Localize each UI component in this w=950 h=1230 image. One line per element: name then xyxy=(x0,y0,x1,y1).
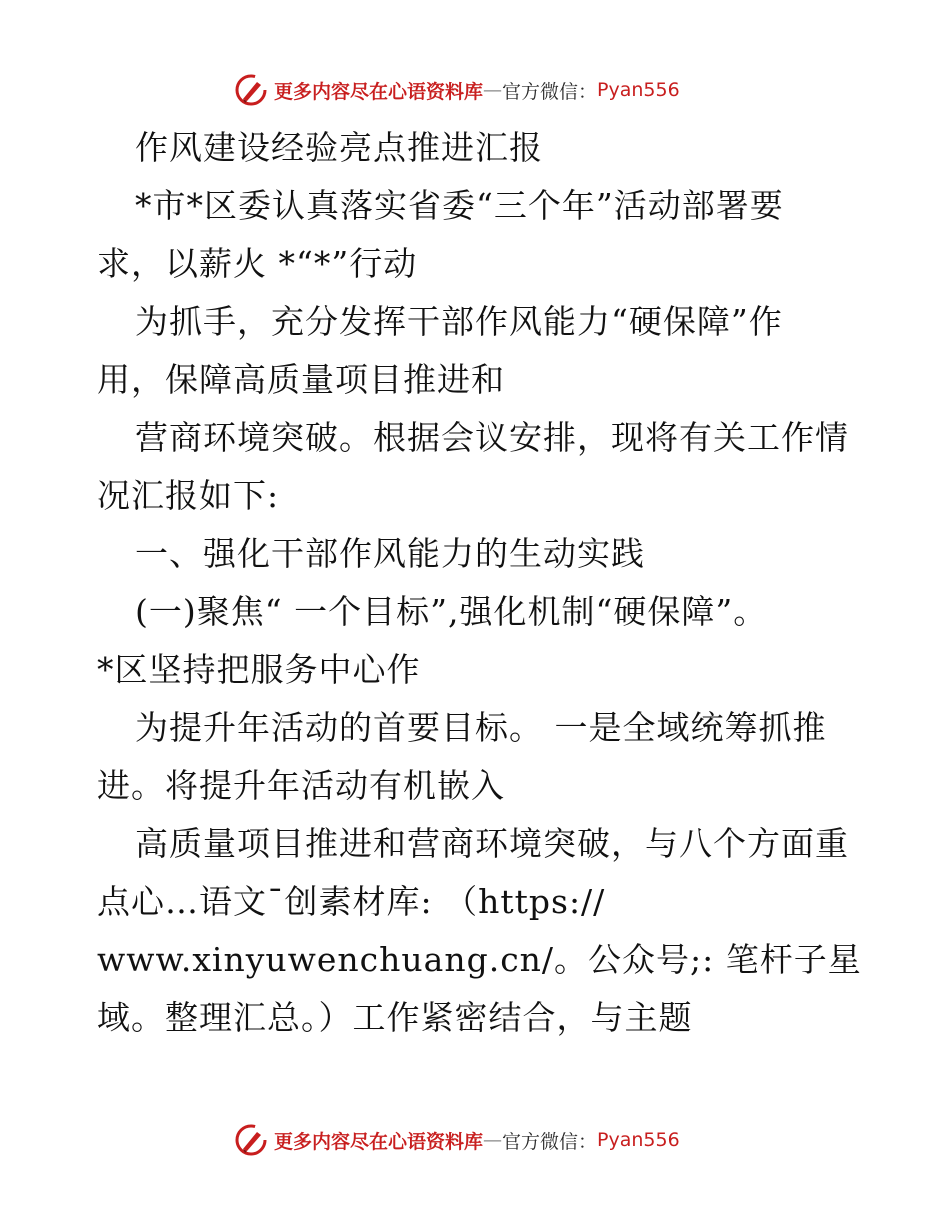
paragraph-line: *区坚持把服务中心作 xyxy=(97,650,421,689)
paragraph-line: 为提升年活动的首要目标。 一是全域统筹抓推 xyxy=(135,708,827,747)
subsection-heading: (一)聚焦“ 一个目标”,强化机制“硬保障”。 xyxy=(135,592,768,631)
banner-title: 更多内容尽在心语资料库 xyxy=(274,1130,484,1153)
document-title: 作风建设经验亮点推进汇报 xyxy=(135,128,543,167)
banner-separator: — xyxy=(483,79,503,101)
paragraph-line: 域。整理汇总。）工作紧密结合，与主题 xyxy=(97,998,693,1037)
paragraph-line: 为抓手，充分发挥干部作风能力“硬保障”作 xyxy=(135,302,783,341)
paragraph-line: www.xinyuwenchuang.cn/。公众号;: 笔杆子星 xyxy=(97,940,862,979)
header-watermark-banner xyxy=(234,72,680,108)
paragraph-line: *市*区委认真落实省委“三个年”活动部署要 xyxy=(135,186,784,225)
banner-account: Pyan556 xyxy=(597,1129,680,1151)
pen-logo-icon xyxy=(234,73,268,107)
banner-label: 官方微信： xyxy=(502,80,598,103)
banner-separator: — xyxy=(483,1129,503,1151)
paragraph-line: 高质量项目推进和营商环境突破，与八个方面重 xyxy=(135,824,849,863)
paragraph-line: 况汇报如下: xyxy=(97,476,280,515)
banner-account: Pyan556 xyxy=(597,79,680,101)
paragraph-line: 营商环境突破。根据会议安排，现将有关工作情 xyxy=(135,418,849,457)
pen-logo-icon xyxy=(234,1123,268,1157)
paragraph-line: 进。将提升年活动有机嵌入 xyxy=(97,766,505,805)
banner-label: 官方微信： xyxy=(502,1130,598,1153)
banner-title: 更多内容尽在心语资料库 xyxy=(274,80,484,103)
paragraph-line: 点心…语文¯创素材库: （https:// xyxy=(97,882,606,921)
paragraph-line: 用，保障高质量项目推进和 xyxy=(97,360,505,399)
paragraph-line: 求，以薪火 *“*”行动 xyxy=(97,244,418,283)
footer-watermark-banner xyxy=(234,1122,680,1158)
section-heading: 一、强化干部作风能力的生动实践 xyxy=(135,534,645,573)
